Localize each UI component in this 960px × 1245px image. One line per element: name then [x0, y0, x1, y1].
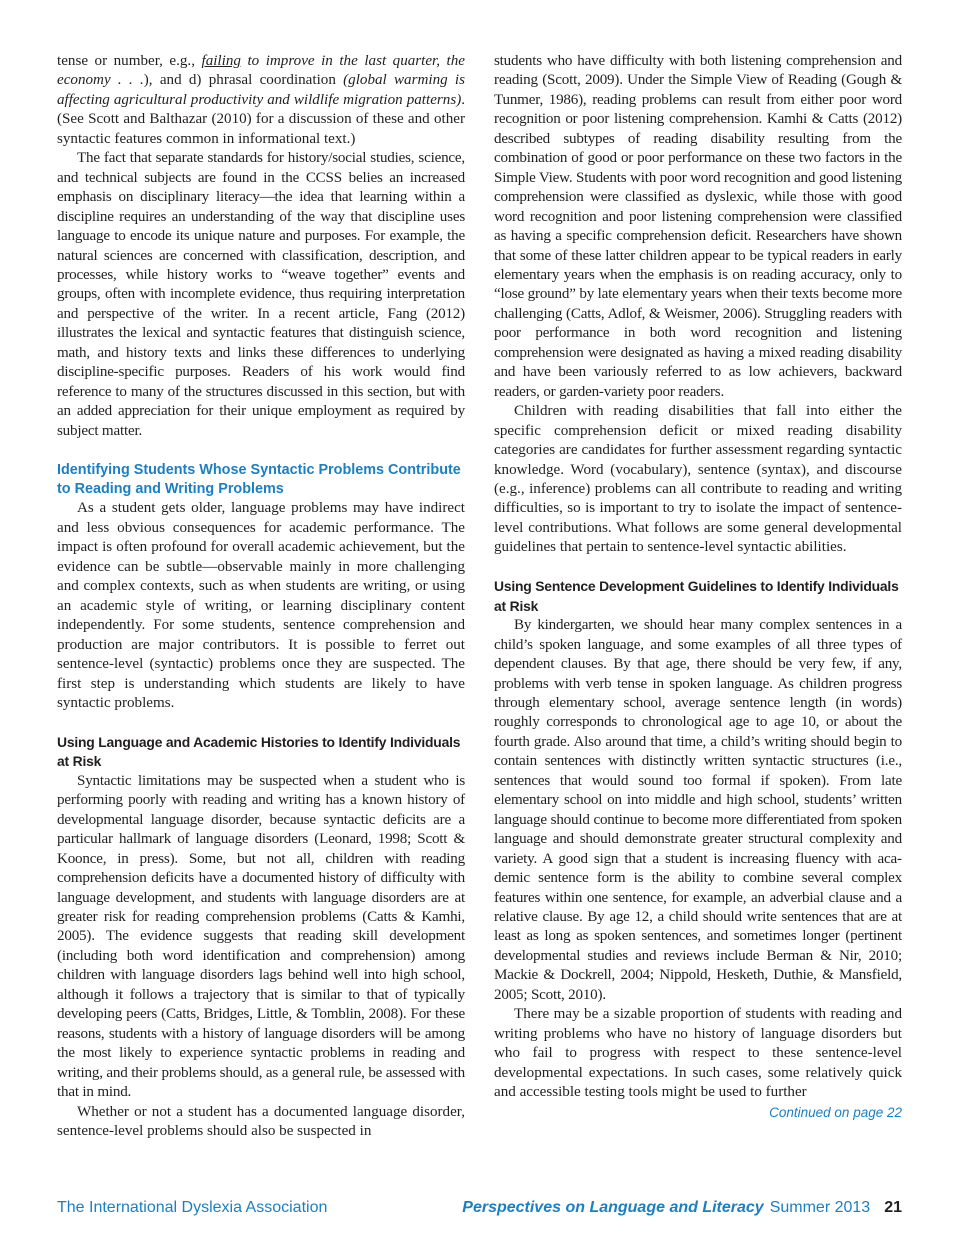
- paragraph: Whether or not a student has a documented language disorder, sentence-level problems should also be suspected in: [57, 1103, 465, 1140]
- continued-link[interactable]: Continued on page 22: [769, 1104, 902, 1120]
- organization-name: The International Dyslexia Association: [57, 1199, 328, 1216]
- journal-title: Perspectives on Language and Literacy: [462, 1199, 764, 1216]
- subsection-heading: Using Sentence Development Guidelines to Identify Individuals at Risk: [494, 578, 899, 614]
- underlined-term: failing: [201, 53, 241, 69]
- paragraph: There may be a sizable proportion of students with reading and writing problems who have no history of language disorders but who fail to progress with respect to these sentence-level developmental expectations. In such cases, some relatively quick and accessible testing tools might be used to further: [494, 1006, 902, 1101]
- issue-season: Summer 2013: [769, 1199, 871, 1216]
- paragraph: By kindergarten, we should hear many complex sentences in a child’s spoken language, and some examples of all three types of dependent clauses. By that age, there should be very few, if any, problems with verb tense in spoken language. As children progress through elementary school, average sentence length (in words) roughly corresponds to chronological age to age 10, or about the fourth grade. Also around that time, a child’s writing should begin to contain sentences with distinctly written syntactic structures (i.e., sentences that would sound too formal if spoken). From late elementary school on into middle and high school, students’ written language should continue to become more differentiated from spoken language and should demonstrate greater structural complexity and variety. A good sign that a student is increasing fluency with academic sentence form is the ability to combine several complex features within one sentence, for example, an adverbial clause and a relative clause. By age 12, a child should write sentences that are at least as long as spoken sentences, and sometimes longer (pertinent developmental studies and reviews include Berman & Nir, 2010; Mackie & Dockrell, 2004; Nippold, Hesketh, Duthie, & Mansfield, 2005; Scott, 2010).: [494, 617, 902, 1003]
- text-run: ), and d) phrasal coordination: [143, 72, 344, 89]
- paragraph: Children with reading disabilities that fall into either the specific comprehension deficit or mixed reading disability categories are candidates for further assessment regarding syntactic knowledge. Word (vocabulary), sentence (syntax), and discourse (e.g., inference) problems can all contribute to reading and writing difficulties, so is important to try to isolate the impact of sentence-level contributions. What follows are some general developmental guidelines that pertain to sentence-level syntactic abilities.: [494, 403, 902, 556]
- subsection-heading: Using Language and Academic Histories to Identify Individuals at Risk: [57, 733, 461, 770]
- text-run: . (See Scott and Balthazar (2010) for a discussion of these and other syntactic features common in informational text.): [57, 91, 465, 147]
- paragraph: As a student gets older, language problems may have indirect and less obvious consequences for academic performance. The impact is often profound for overall academic achievement, but the evidence can be subtle—observable mainly in more challenging and complex contexts, such as when students are writing, or using an academic style of writing, or learning disciplinary content independently. For some students, sentence comprehension and production are major contributors. It is possible to ferret out sentence-level (syntactic) problems once they are suspected. The first step is understanding which students are likely to have syntactic problems.: [57, 500, 465, 711]
- page-number: 21: [884, 1199, 902, 1216]
- paragraph-continued: students who have difficulty with both listening comprehension and reading (Scott, 2009). Under the Simple View of Reading (Gough & Tunmer, 1986), reading problems can result from either poor word recognition or poor listening comprehension. Kamhi & Catts (2012) described subtypes of reading disability resulting from the combination of good or poor performance on these two factors in the Simple View. Students with poor word recognition and good listening comprehension were classified as dyslexic, while those with good word recognition and poor listening comprehension were classified as having a specific comprehension deficit. Researchers have shown that some of these latter children appear to be typical readers in early elementary years when the emphasis is on reading accuracy, only to “lose ground” by late elementary years when their texts become more challenging (Catts, Adlof, & Weismer, 2006). Struggling readers with poor performance in both word recognition and listening comprehension were designated as having a mixed reading disability and have been variously referred to as low achievers, backward readers, or garden-variety poor readers.: [494, 53, 902, 400]
- paragraph: Syntactic limitations may be suspected when a student who is performing poorly with reading and writing has a known history of developmental language disorder, because syntactic deficits are a particular hallmark of language disorders (Leonard, 1998; Scott & Koonce, in press). Some, but not all, children with reading comprehension deficits have a documented history of difficulty with language development, and students with language disorders are at greater risk for reading comprehension problems (Catts & Kamhi, 2005). The evidence suggests that reading skill development (including both word identification and comprehension) among children with language disorders lags behind well into high school, although it follows a trajectory that is similar to that of typically developing peers (Catts, Bridges, Little, & Tomblin, 2008). For these reasons, students with a history of language disorders will be among the most likely to experience syntactic problems in reading and writing, and their problems should, as a general rule, be assessed with that in mind.: [57, 772, 465, 1101]
- right-column: [494, 52, 902, 1122]
- footer-right: [462, 1199, 902, 1217]
- paragraph: The fact that separate standards for history/social studies, science, and technical subjects are found in the CCSS belies an increased emphasis on disciplinary literacy—the idea that learning within a discipline requires an understanding of the way that discipline uses language to encode its unique nature and purposes. For example, the natural sciences are concerned with classification, description, and processes, while history works to “weave together” events and groups, often with incomplete evidence, thus requiring interpretation and perspective of the writer. In a recent article, Fang (2012) illustrates the lexical and syntactic features that distinguish science, math, and history texts and links these differences to underlying discipline-specific purposes. Readers of his work would find reference to many of the structures discussed in this section, but with an added appreciation for their unique employment as required by subject matter.: [57, 150, 465, 439]
- page-footer: [0, 1196, 960, 1222]
- paragraph-continued: [57, 52, 465, 149]
- section-heading: Identifying Students Whose Syntactic Problems Contribute to Reading and Writing Problems: [57, 461, 461, 498]
- text-run: to improve in the last quarter, the economy . . .: [57, 53, 465, 89]
- left-column: [57, 52, 465, 1141]
- italic-example: (global warming is affecting agricultural productivity and wildlife migration patterns): [57, 72, 465, 108]
- text-run: tense or number, e.g.,: [57, 53, 202, 69]
